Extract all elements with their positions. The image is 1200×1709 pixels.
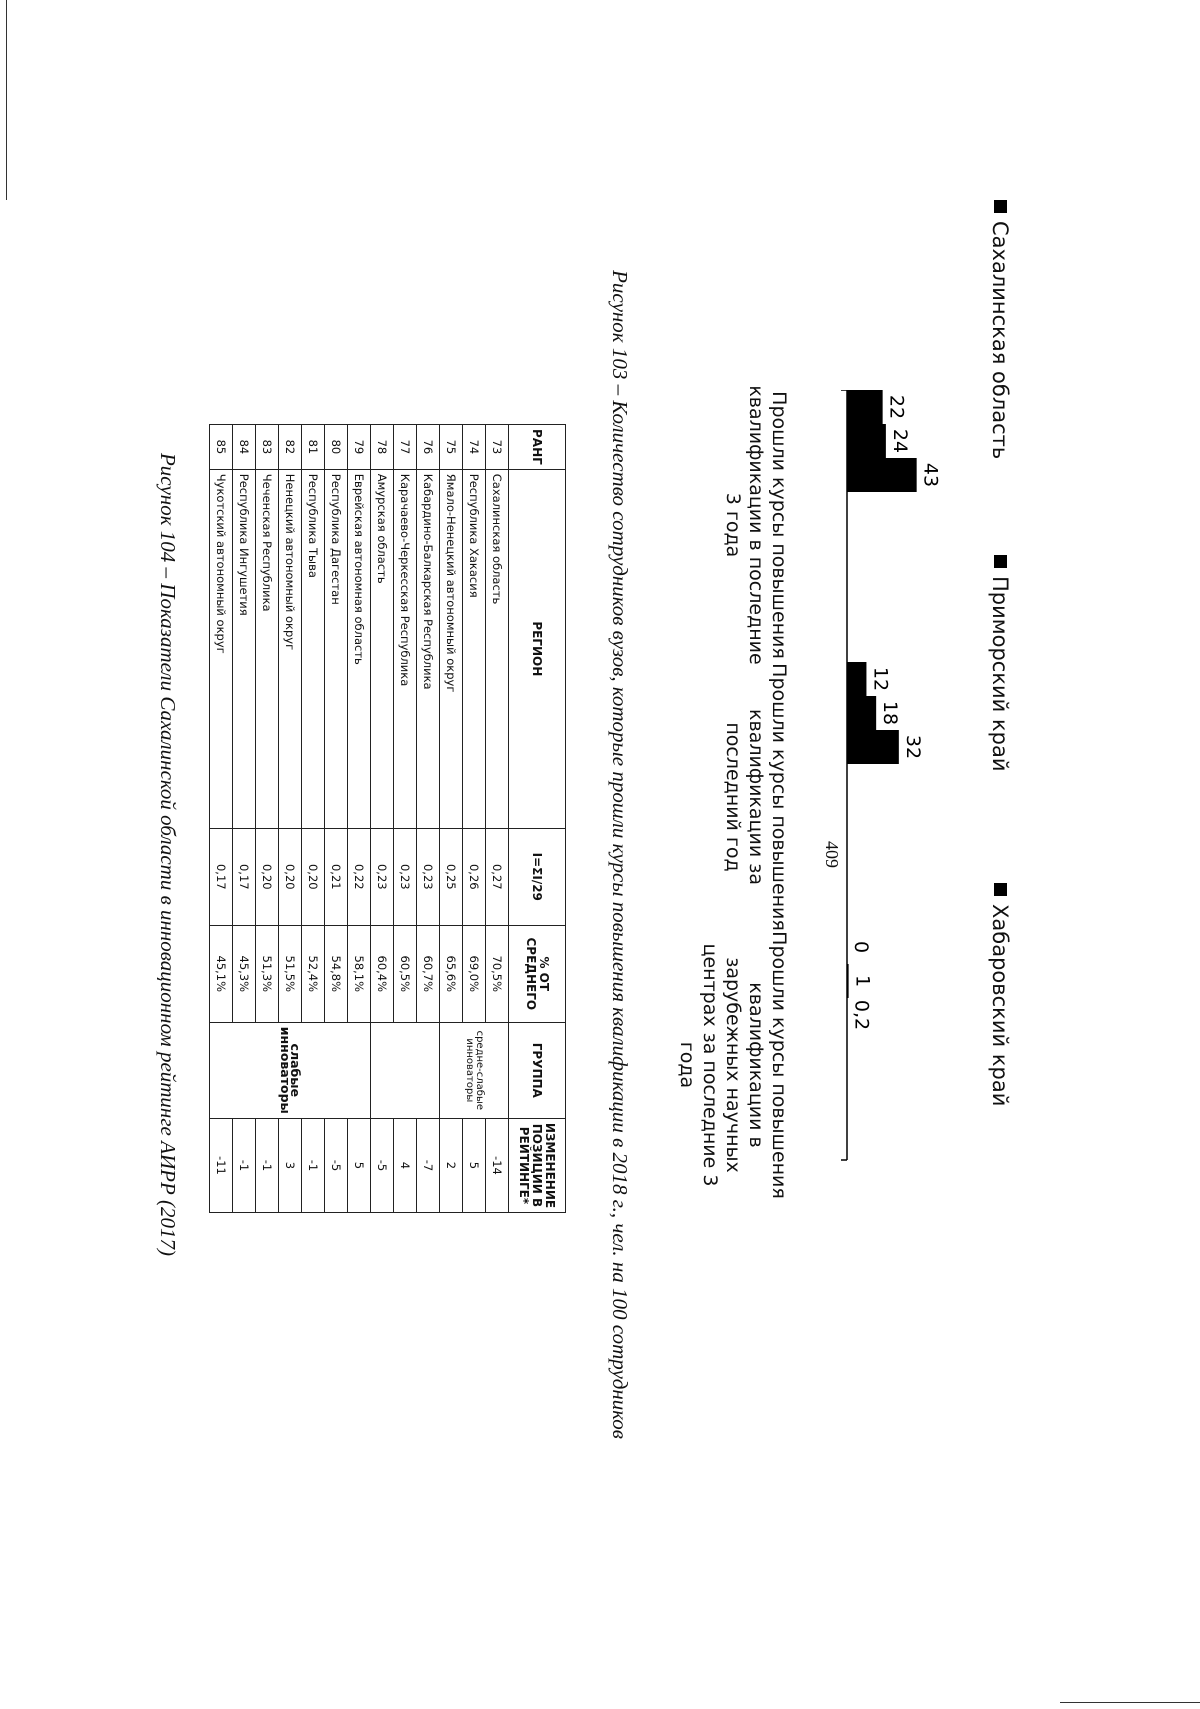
header-region: РЕГИОН xyxy=(509,469,566,828)
legend-label: Сахалинская область xyxy=(988,221,1012,460)
legend-swatch xyxy=(995,200,1008,213)
bar xyxy=(847,662,866,696)
index-cell: 0,20 xyxy=(302,828,325,925)
group-cell-weak: слабые инноваторы xyxy=(210,1022,371,1118)
data-label: 22 xyxy=(885,394,908,420)
legend-label: Хабаровский край xyxy=(988,904,1012,1107)
bar xyxy=(847,390,883,424)
innovation-rating-table xyxy=(209,424,566,1213)
rank-cell: 74 xyxy=(463,425,486,470)
rank-cell: 78 xyxy=(371,425,394,470)
figure-103-caption: Рисунок 103 – Количество сотрудников вузов, которые прошли курсы повышения квалификации в 2018 г., чел. на 100 сотрудников xyxy=(608,270,632,1439)
rank-cell: 80 xyxy=(325,425,348,470)
figure-104-caption: Рисунок 104 – Показатели Сахалинской области в инновационном рейтинге АИРР (2017) xyxy=(156,452,180,1257)
rank-cell: 79 xyxy=(348,425,371,470)
region-cell: Кабардино-Балкарская Республика xyxy=(417,469,440,828)
rank-cell: 83 xyxy=(256,425,279,470)
percent-cell: 70,5% xyxy=(486,925,509,1022)
header-pct: % ОТ СРЕДНЕГО xyxy=(509,925,566,1022)
region-cell: Ненецкий автономный округ xyxy=(279,469,302,828)
bar xyxy=(847,696,876,730)
region-cell: Сахалинская область xyxy=(486,469,509,828)
index-cell: 0,26 xyxy=(463,828,486,925)
region-cell: Карачаево-Черкесская Республика xyxy=(394,469,417,828)
change-cell: 5 xyxy=(348,1118,371,1212)
rank-cell: 77 xyxy=(394,425,417,470)
percent-cell: 58,1% xyxy=(348,925,371,1022)
percent-cell: 60,4% xyxy=(371,925,394,1022)
rating-table-container xyxy=(209,424,566,1213)
region-cell: Ямало-Ненецкий автономный округ xyxy=(440,469,463,828)
group-cell-medium-weak: средне-слабые инноваторы xyxy=(440,1022,509,1118)
region-cell: Чукотский автономный округ xyxy=(210,469,233,828)
region-cell: Еврейская автономная область xyxy=(348,469,371,828)
scan-edge-right xyxy=(1060,1702,1200,1703)
legend-label: Приморский край xyxy=(988,576,1012,772)
data-label: 0 xyxy=(850,940,872,954)
index-cell: 0,22 xyxy=(348,828,371,925)
change-cell: -11 xyxy=(210,1118,233,1212)
header-group: ГРУППА xyxy=(509,1022,566,1118)
percent-cell: 45,1% xyxy=(210,925,233,1022)
bar xyxy=(847,730,899,764)
data-label: 12 xyxy=(869,666,892,692)
percent-cell: 69,0% xyxy=(463,925,486,1022)
scan-edge-top xyxy=(6,0,7,200)
percent-cell: 51,3% xyxy=(256,925,279,1022)
change-cell: -1 xyxy=(302,1118,325,1212)
percent-cell: 45,3% xyxy=(233,925,256,1022)
legend-swatch xyxy=(995,555,1008,568)
data-label: 24 xyxy=(888,428,911,454)
index-cell: 0,25 xyxy=(440,828,463,925)
change-cell: 5 xyxy=(463,1118,486,1212)
rank-cell: 84 xyxy=(233,425,256,470)
change-cell: -1 xyxy=(233,1118,256,1212)
bar xyxy=(847,458,917,492)
table-body xyxy=(210,425,509,1213)
table-row xyxy=(417,425,440,1213)
percent-cell: 60,5% xyxy=(394,925,417,1022)
rank-cell: 75 xyxy=(440,425,463,470)
change-cell: -14 xyxy=(486,1118,509,1212)
table-row xyxy=(348,425,371,1213)
data-label: 0,2 xyxy=(850,999,873,1031)
header-change: ИЗМЕНЕНИЕ ПОЗИЦИИ В РЕЙТИНГЕ* xyxy=(509,1118,566,1212)
data-label: 43 xyxy=(919,462,942,488)
category-label-3-years: Прошли курсы повышения квалификации в последние 3 года xyxy=(722,385,790,665)
index-cell: 0,21 xyxy=(325,828,348,925)
data-label: 32 xyxy=(901,734,924,760)
change-cell: -1 xyxy=(256,1118,279,1212)
index-cell: 0,27 xyxy=(486,828,509,925)
region-cell: Амурская область xyxy=(371,469,394,828)
bar-chart xyxy=(790,390,950,1170)
table-row xyxy=(486,425,509,1213)
legend-item-primorsky xyxy=(988,555,1012,772)
legend-item-sakhalin xyxy=(988,200,1012,459)
header-rank: РАНГ xyxy=(509,425,566,470)
rank-cell: 82 xyxy=(279,425,302,470)
index-cell: 0,17 xyxy=(233,828,256,925)
legend-swatch xyxy=(995,883,1008,896)
percent-cell: 51,5% xyxy=(279,925,302,1022)
index-cell: 0,23 xyxy=(371,828,394,925)
change-cell: 3 xyxy=(279,1118,302,1212)
data-label: 18 xyxy=(879,700,902,726)
percent-cell: 54,8% xyxy=(325,925,348,1022)
chart-legend xyxy=(972,200,1012,1300)
rank-cell: 76 xyxy=(417,425,440,470)
header-index: I=ΣI/29 xyxy=(509,828,566,925)
data-label: 1 xyxy=(851,974,874,988)
region-cell: Чеченская Республика xyxy=(256,469,279,828)
index-cell: 0,23 xyxy=(417,828,440,925)
index-cell: 0,20 xyxy=(256,828,279,925)
bar xyxy=(847,964,849,998)
percent-cell: 60,7% xyxy=(417,925,440,1022)
region-cell: Республика Дагестан xyxy=(325,469,348,828)
region-cell: Республика Хакасия xyxy=(463,469,486,828)
index-cell: 0,20 xyxy=(279,828,302,925)
category-label-last-year: Прошли курсы повышения квалификации за последний год xyxy=(722,663,790,931)
change-cell: 4 xyxy=(394,1118,417,1212)
rank-cell: 85 xyxy=(210,425,233,470)
bar xyxy=(847,424,886,458)
change-cell: 2 xyxy=(440,1118,463,1212)
index-cell: 0,23 xyxy=(394,828,417,925)
percent-cell: 52,4% xyxy=(302,925,325,1022)
page-number: 409 xyxy=(822,841,842,868)
rank-cell: 81 xyxy=(302,425,325,470)
legend-item-khabarovsk xyxy=(988,883,1012,1106)
group-cell-empty xyxy=(371,1022,440,1118)
change-cell: -5 xyxy=(325,1118,348,1212)
category-label-foreign-centers: Прошли курсы повышения квалификации в зарубежных научных центрах за последние 3 года xyxy=(676,931,790,1199)
region-cell: Республика Тыва xyxy=(302,469,325,828)
percent-cell: 65,6% xyxy=(440,925,463,1022)
change-cell: -5 xyxy=(371,1118,394,1212)
index-cell: 0,17 xyxy=(210,828,233,925)
change-cell: -7 xyxy=(417,1118,440,1212)
table-header-row xyxy=(509,425,566,1213)
region-cell: Республика Ингушетия xyxy=(233,469,256,828)
rank-cell: 73 xyxy=(486,425,509,470)
